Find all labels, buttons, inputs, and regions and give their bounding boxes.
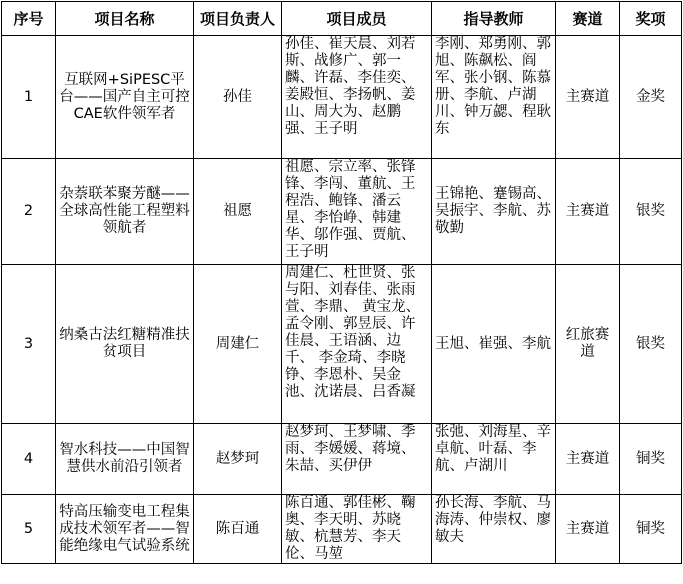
awards-table <box>1 1 682 564</box>
project-name: 杂萘联苯聚芳醚——全球高性能工程塑料领航者 <box>56 159 194 265</box>
project-award: 铜奖 <box>620 495 682 564</box>
project-members: 祖愿、宗立率、张锋锋、李闯、董航、王程浩、鲍锋、潘云星、李怡峥、韩建华、邬作强、贾航、王子明 <box>282 159 432 265</box>
project-members: 赵梦珂、王梦啸、季雨、李媛媛、蒋境、朱喆、买伊伊 <box>282 424 432 495</box>
project-name: 纳桑古法红糖精准扶贫项目 <box>56 265 194 424</box>
project-advisors: 孙长海、李航、马海涛、仲崇权、廖敏夫 <box>432 495 556 564</box>
project-award: 金奖 <box>620 36 682 159</box>
row-index: 2 <box>2 159 56 265</box>
row-index: 1 <box>2 36 56 159</box>
row-index: 3 <box>2 265 56 424</box>
project-leader: 赵梦珂 <box>194 424 282 495</box>
table-row <box>2 36 682 159</box>
project-name: 智水科技——中国智慧供水前沿引领者 <box>56 424 194 495</box>
table-row <box>2 495 682 564</box>
project-track: 主赛道 <box>556 495 620 564</box>
project-leader: 陈百通 <box>194 495 282 564</box>
table-row <box>2 265 682 424</box>
header-track: 赛道 <box>556 2 620 36</box>
project-advisors: 张弛、刘海星、辛卓航、叶磊、李航、卢湖川 <box>432 424 556 495</box>
project-members: 陈百通、郭佳彬、鞠奥、李天明、苏晓敏、杭慧芳、李天伦、马堃 <box>282 495 432 564</box>
project-members: 周建仁、杜世贤、张与阳、刘春佳、张雨萱、李鼎、 黄宝龙、孟令刚、郭昱辰、许佳晨、王语涵、边千、 李金琦、李晓铮、李恩朴、吴金池、沈诺晨、吕香凝 <box>282 265 432 424</box>
header-row <box>2 2 682 36</box>
project-advisors: 王旭、崔强、李航 <box>432 265 556 424</box>
header-project-name: 项目名称 <box>56 2 194 36</box>
project-track: 主赛道 <box>556 159 620 265</box>
project-award: 银奖 <box>620 265 682 424</box>
project-name: 特高压输变电工程集成技术领军者——智能绝缘电气试验系统 <box>56 495 194 564</box>
header-index: 序号 <box>2 2 56 36</box>
header-award: 奖项 <box>620 2 682 36</box>
project-leader: 孙佳 <box>194 36 282 159</box>
row-index: 4 <box>2 424 56 495</box>
project-advisors: 李刚、郑勇刚、郭旭、陈飙松、阎军、张小钢、陈慕册、李航、卢湖川、钟万勰、程耿东 <box>432 36 556 159</box>
project-leader: 周建仁 <box>194 265 282 424</box>
project-name: 互联网+SiPESC平台——国产自主可控CAE软件领军者 <box>56 36 194 159</box>
project-track: 主赛道 <box>556 36 620 159</box>
header-members: 项目成员 <box>282 2 432 36</box>
row-index: 5 <box>2 495 56 564</box>
table-row <box>2 424 682 495</box>
table-row <box>2 159 682 265</box>
project-award: 银奖 <box>620 159 682 265</box>
project-advisors: 王锦艳、蹇锡高、吴振宇、李航、苏敬勤 <box>432 159 556 265</box>
header-leader: 项目负责人 <box>194 2 282 36</box>
header-advisors: 指导教师 <box>432 2 556 36</box>
project-award: 铜奖 <box>620 424 682 495</box>
project-members: 孙佳、崔天晨、刘若斯、战修广、郭一麟、许磊、李佳奕、姜殿恒、李扬帆、姜山、周大为、赵鹏强、王子明 <box>282 36 432 159</box>
project-track: 主赛道 <box>556 424 620 495</box>
project-track: 红旅赛道 <box>556 265 620 424</box>
project-leader: 祖愿 <box>194 159 282 265</box>
